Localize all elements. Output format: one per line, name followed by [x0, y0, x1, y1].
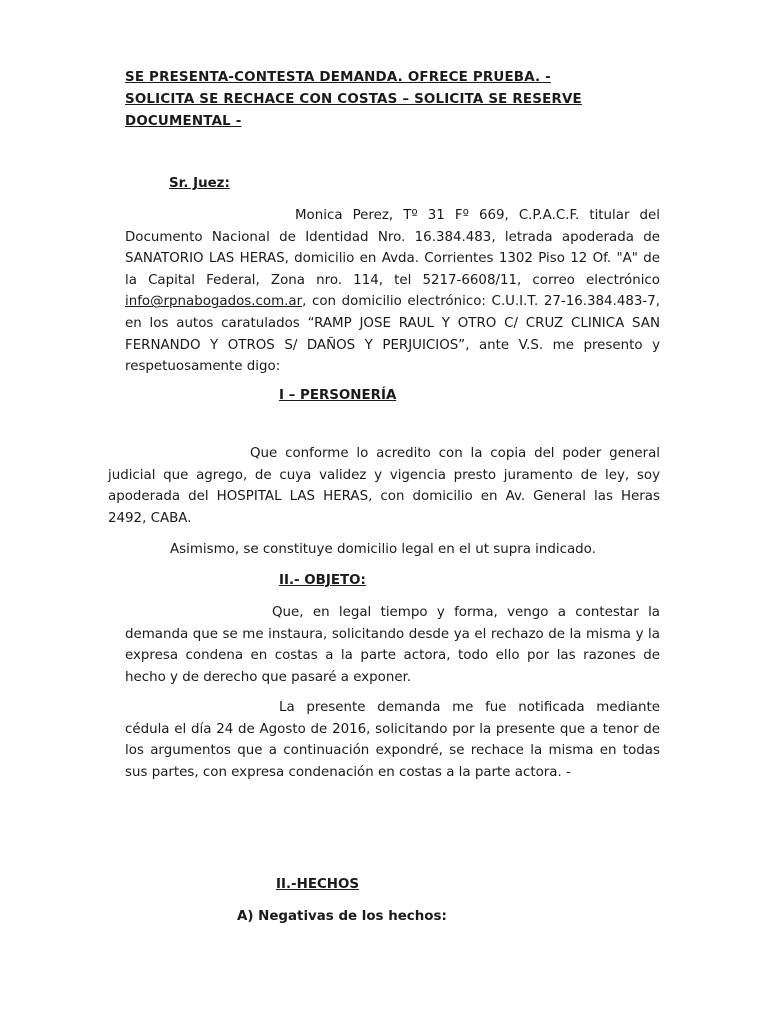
document-heading	[125, 67, 645, 133]
heading-line-2: SOLICITA SE RECHACE CON COSTAS – SOLICITA SE RESERVE	[125, 92, 582, 107]
objeto-paragraph-1: Que, en legal tiempo y forma, vengo a contestar la demanda que se me instaura, solicitando desde ya el rechazo de la misma y la expresa condena en costas a la parte actora, todo ello por las razones de hecho y de derecho que pasaré a exponer.	[125, 605, 660, 685]
personeria-paragraph-1: Que conforme lo acredito con la copia del poder general judicial que agrego, de cuya validez y vigencia presto juramento de ley, soy apoderada del HOSPITAL LAS HERAS, con domicilio en Av. General las Heras 2492, CABA.	[108, 446, 660, 526]
salutation: Sr. Juez:	[169, 176, 230, 191]
heading-line-1: SE PRESENTA-CONTESTA DEMANDA. OFRECE PRUEBA. -	[125, 70, 551, 85]
hechos-subtitle: A) Negativas de los hechos:	[237, 909, 447, 924]
section-hechos-title: II.-HECHOS	[276, 877, 360, 892]
intro-paragraph	[125, 205, 660, 378]
heading-line-3: DOCUMENTAL -	[125, 114, 242, 129]
intro-text-1: Monica Perez, Tº 31 Fº 669, C.P.A.C.F. titular del Documento Nacional de Identidad Nro. 16.384.483, letrada apoderada de SANATORIO LAS HERAS, domicilio en Avda. Corrientes 1302 Piso 12 Of. "A" de la Capital Federal, Zona nro. 114, tel 5217-6608/11, correo electrónico	[125, 208, 660, 288]
section-objeto-title: II.- OBJETO:	[279, 573, 366, 588]
intro-text-2: , con domicilio electrónico: C.U.I.T. 27-16.384.483-7, en los autos caratulados “RAMP JOSE RAUL Y OTRO C/ CRUZ CLINICA SAN FERNANDO Y OTROS S/ DAÑOS Y PERJUICIOS”, ante V.S. me presento y respetuosamente digo:	[125, 294, 660, 375]
personeria-paragraph-2: Asimismo, se constituye domicilio legal en el ut supra indicado.	[170, 542, 596, 557]
section-personeria-title: I – PERSONERÍA	[279, 388, 397, 403]
objeto-paragraph-2: La presente demanda me fue notificada mediante cédula el día 24 de Agosto de 2016, solicitando por la presente que a tenor de los argumentos que a continuación expondré, se rechace la misma en todas sus partes, con expresa condenación en costas a la parte actora. -	[125, 700, 660, 780]
email-link[interactable]: info@rpnabogados.com.ar	[125, 294, 303, 310]
